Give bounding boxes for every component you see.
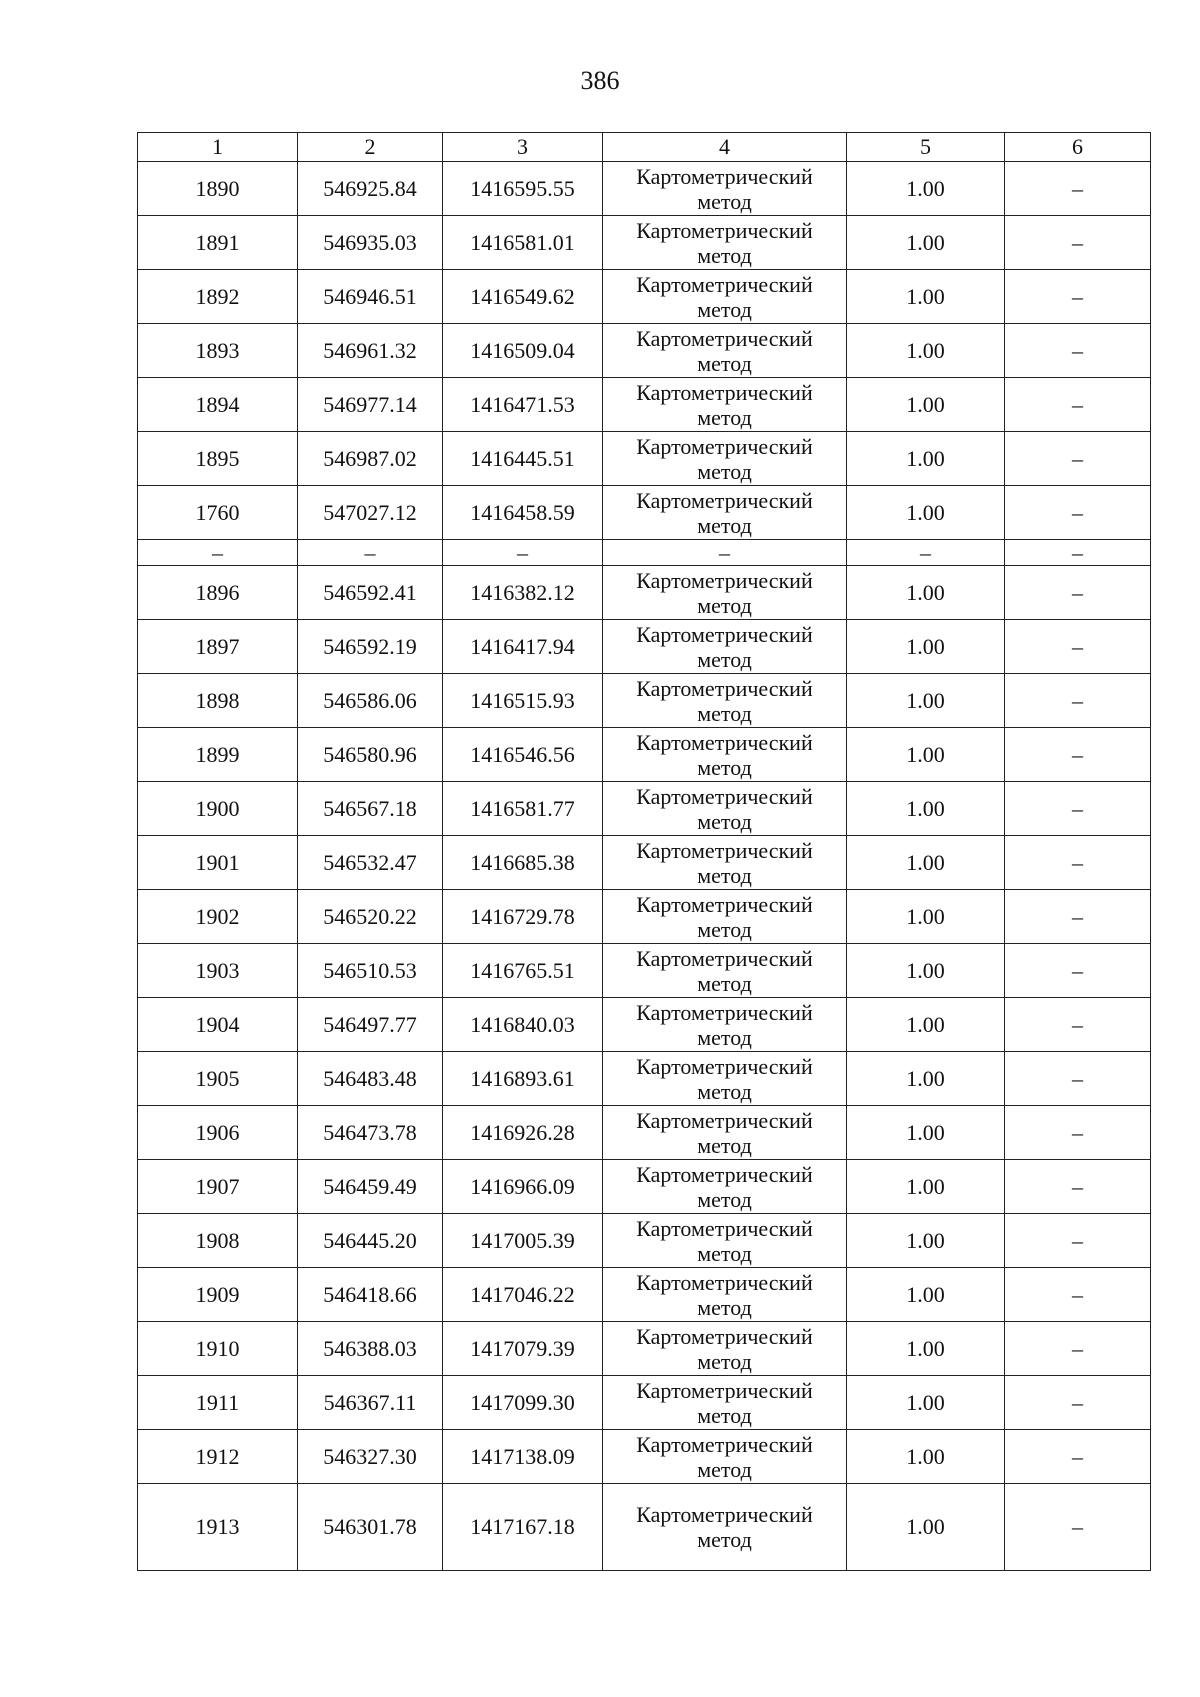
accuracy-cell: 1.00 <box>847 620 1005 674</box>
method-text-line: метод <box>697 862 752 888</box>
y-coordinate-cell: 1417099.30 <box>443 1376 603 1430</box>
x-coordinate-cell: 546301.78 <box>298 1484 443 1571</box>
method-cell <box>603 270 847 324</box>
y-coordinate-cell: 1417167.18 <box>443 1484 603 1571</box>
method-cell <box>603 836 847 890</box>
note-cell: – <box>1005 728 1151 782</box>
method-text-line: метод <box>697 242 752 268</box>
table-row <box>138 620 1151 674</box>
point-number-cell: 1909 <box>138 1268 298 1322</box>
accuracy-cell: 1.00 <box>847 944 1005 998</box>
point-number-cell: 1911 <box>138 1376 298 1430</box>
note-cell: – <box>1005 1160 1151 1214</box>
note-cell: – <box>1005 1268 1151 1322</box>
table-row <box>138 1106 1151 1160</box>
point-number-cell: 1905 <box>138 1052 298 1106</box>
x-coordinate-cell: 546497.77 <box>298 998 443 1052</box>
point-number-cell: 1760 <box>138 486 298 540</box>
method-cell <box>603 728 847 782</box>
table-row <box>138 1484 1151 1571</box>
separator-row <box>138 540 1151 566</box>
method-text-line: Картометрический <box>636 675 813 701</box>
point-number-cell: 1907 <box>138 1160 298 1214</box>
column-header: 3 <box>443 133 603 162</box>
note-cell: – <box>1005 836 1151 890</box>
y-coordinate-cell: 1416595.55 <box>443 162 603 216</box>
method-cell <box>603 1268 847 1322</box>
method-cell <box>603 782 847 836</box>
table-row <box>138 674 1151 728</box>
accuracy-cell: 1.00 <box>847 1322 1005 1376</box>
method-text-line: Картометрический <box>636 999 813 1025</box>
y-coordinate-cell: 1417046.22 <box>443 1268 603 1322</box>
accuracy-cell: 1.00 <box>847 1376 1005 1430</box>
y-coordinate-cell: – <box>443 540 603 566</box>
method-cell <box>603 1376 847 1430</box>
method-text-line: Картометрический <box>636 1215 813 1241</box>
point-number-cell: 1895 <box>138 432 298 486</box>
table-row <box>138 270 1151 324</box>
x-coordinate-cell: 546592.41 <box>298 566 443 620</box>
page-number: 386 <box>580 66 620 95</box>
accuracy-cell: 1.00 <box>847 1214 1005 1268</box>
method-cell <box>603 1322 847 1376</box>
y-coordinate-cell: 1416685.38 <box>443 836 603 890</box>
method-text-line: Картометрический <box>636 945 813 971</box>
method-cell <box>603 1052 847 1106</box>
point-number-cell: 1901 <box>138 836 298 890</box>
point-number-cell: 1893 <box>138 324 298 378</box>
coordinates-table <box>137 132 1151 1571</box>
method-text-line: метод <box>697 754 752 780</box>
point-number-cell: 1897 <box>138 620 298 674</box>
table-row <box>138 890 1151 944</box>
method-text-line: Картометрический <box>636 433 813 459</box>
accuracy-cell: 1.00 <box>847 324 1005 378</box>
accuracy-cell: 1.00 <box>847 1430 1005 1484</box>
x-coordinate-cell: 546987.02 <box>298 432 443 486</box>
method-text-line: метод <box>697 1240 752 1266</box>
method-text-line: Картометрический <box>636 1502 813 1527</box>
method-cell <box>603 1214 847 1268</box>
method-text-line: Картометрический <box>636 729 813 755</box>
method-text-line: метод <box>697 916 752 942</box>
note-cell: – <box>1005 1430 1151 1484</box>
column-header: 6 <box>1005 133 1151 162</box>
table-row <box>138 378 1151 432</box>
column-header: 4 <box>603 133 847 162</box>
point-number-cell: 1891 <box>138 216 298 270</box>
note-cell: – <box>1005 1106 1151 1160</box>
note-cell: – <box>1005 1484 1151 1571</box>
method-text-line: Картометрический <box>636 1107 813 1133</box>
column-header: 1 <box>138 133 298 162</box>
y-coordinate-cell: 1416549.62 <box>443 270 603 324</box>
point-number-cell: 1903 <box>138 944 298 998</box>
point-number-cell: – <box>138 540 298 566</box>
method-cell <box>603 324 847 378</box>
x-coordinate-cell: 546483.48 <box>298 1052 443 1106</box>
point-number-cell: 1896 <box>138 566 298 620</box>
table-row <box>138 728 1151 782</box>
method-text-line: метод <box>697 592 752 618</box>
note-cell: – <box>1005 944 1151 998</box>
table-row <box>138 998 1151 1052</box>
table-row <box>138 1430 1151 1484</box>
point-number-cell: 1894 <box>138 378 298 432</box>
y-coordinate-cell: 1417138.09 <box>443 1430 603 1484</box>
table-row <box>138 566 1151 620</box>
method-text-line: Картометрический <box>636 1269 813 1295</box>
table-row <box>138 324 1151 378</box>
method-text-line: метод <box>697 1456 752 1482</box>
x-coordinate-cell: 546946.51 <box>298 270 443 324</box>
table-row <box>138 1052 1151 1106</box>
method-text-line: метод <box>697 1294 752 1320</box>
method-text-line: метод <box>697 512 752 538</box>
y-coordinate-cell: 1417005.39 <box>443 1214 603 1268</box>
method-text-line: метод <box>697 1348 752 1374</box>
note-cell: – <box>1005 890 1151 944</box>
note-cell: – <box>1005 1322 1151 1376</box>
x-coordinate-cell: 546580.96 <box>298 728 443 782</box>
table-row <box>138 1268 1151 1322</box>
method-text-line: метод <box>697 970 752 996</box>
x-coordinate-cell: 546592.19 <box>298 620 443 674</box>
accuracy-cell: 1.00 <box>847 1484 1005 1571</box>
method-text-line: Картометрический <box>636 1053 813 1079</box>
method-text-line: Картометрический <box>636 891 813 917</box>
accuracy-cell: 1.00 <box>847 216 1005 270</box>
accuracy-cell: 1.00 <box>847 378 1005 432</box>
note-cell: – <box>1005 782 1151 836</box>
note-cell: – <box>1005 162 1151 216</box>
x-coordinate-cell: 546459.49 <box>298 1160 443 1214</box>
accuracy-cell: 1.00 <box>847 1160 1005 1214</box>
x-coordinate-cell: – <box>298 540 443 566</box>
method-cell: – <box>603 540 847 566</box>
accuracy-cell: 1.00 <box>847 1106 1005 1160</box>
y-coordinate-cell: 1416966.09 <box>443 1160 603 1214</box>
y-coordinate-cell: 1416546.56 <box>443 728 603 782</box>
table-row <box>138 216 1151 270</box>
method-cell <box>603 566 847 620</box>
accuracy-cell: 1.00 <box>847 270 1005 324</box>
x-coordinate-cell: 546567.18 <box>298 782 443 836</box>
accuracy-cell: 1.00 <box>847 566 1005 620</box>
method-cell <box>603 1106 847 1160</box>
note-cell: – <box>1005 674 1151 728</box>
accuracy-cell: 1.00 <box>847 674 1005 728</box>
table-row <box>138 1376 1151 1430</box>
note-cell: – <box>1005 1052 1151 1106</box>
point-number-cell: 1906 <box>138 1106 298 1160</box>
note-cell: – <box>1005 540 1151 566</box>
method-text-line: Картометрический <box>636 217 813 243</box>
x-coordinate-cell: 546532.47 <box>298 836 443 890</box>
method-cell <box>603 944 847 998</box>
method-cell <box>603 1430 847 1484</box>
x-coordinate-cell: 546961.32 <box>298 324 443 378</box>
x-coordinate-cell: 546977.14 <box>298 378 443 432</box>
y-coordinate-cell: 1416471.53 <box>443 378 603 432</box>
y-coordinate-cell: 1416581.77 <box>443 782 603 836</box>
table-row <box>138 1322 1151 1376</box>
column-header: 5 <box>847 133 1005 162</box>
method-text-line: Картометрический <box>636 1323 813 1349</box>
method-text-line: Картометрический <box>636 379 813 405</box>
method-cell <box>603 674 847 728</box>
x-coordinate-cell: 546520.22 <box>298 890 443 944</box>
accuracy-cell: 1.00 <box>847 782 1005 836</box>
table-row <box>138 162 1151 216</box>
point-number-cell: 1902 <box>138 890 298 944</box>
method-text-line: Картометрический <box>636 1377 813 1403</box>
method-cell <box>603 1484 847 1571</box>
accuracy-cell: 1.00 <box>847 162 1005 216</box>
accuracy-cell: – <box>847 540 1005 566</box>
column-header: 2 <box>298 133 443 162</box>
accuracy-cell: 1.00 <box>847 836 1005 890</box>
y-coordinate-cell: 1416765.51 <box>443 944 603 998</box>
x-coordinate-cell: 546925.84 <box>298 162 443 216</box>
method-text-line: Картометрический <box>636 783 813 809</box>
x-coordinate-cell: 546935.03 <box>298 216 443 270</box>
accuracy-cell: 1.00 <box>847 998 1005 1052</box>
note-cell: – <box>1005 566 1151 620</box>
x-coordinate-cell: 546367.11 <box>298 1376 443 1430</box>
method-text-line: метод <box>697 1186 752 1212</box>
table-header-row <box>138 133 1151 162</box>
method-text-line: Картометрический <box>636 487 813 513</box>
point-number-cell: 1892 <box>138 270 298 324</box>
point-number-cell: 1912 <box>138 1430 298 1484</box>
point-number-cell: 1908 <box>138 1214 298 1268</box>
y-coordinate-cell: 1416840.03 <box>443 998 603 1052</box>
x-coordinate-cell: 546473.78 <box>298 1106 443 1160</box>
method-text-line: метод <box>697 1527 752 1552</box>
point-number-cell: 1913 <box>138 1484 298 1571</box>
method-text-line: метод <box>697 1132 752 1158</box>
y-coordinate-cell: 1416893.61 <box>443 1052 603 1106</box>
method-text-line: Картометрический <box>636 621 813 647</box>
y-coordinate-cell: 1416515.93 <box>443 674 603 728</box>
y-coordinate-cell: 1416445.51 <box>443 432 603 486</box>
method-text-line: метод <box>697 1024 752 1050</box>
method-text-line: метод <box>697 404 752 430</box>
note-cell: – <box>1005 324 1151 378</box>
method-text-line: метод <box>697 1078 752 1104</box>
note-cell: – <box>1005 432 1151 486</box>
accuracy-cell: 1.00 <box>847 486 1005 540</box>
y-coordinate-cell: 1416729.78 <box>443 890 603 944</box>
method-text-line: метод <box>697 700 752 726</box>
method-cell <box>603 620 847 674</box>
method-text-line: метод <box>697 458 752 484</box>
note-cell: – <box>1005 1214 1151 1268</box>
table-row <box>138 1214 1151 1268</box>
table-row <box>138 782 1151 836</box>
method-text-line: метод <box>697 646 752 672</box>
accuracy-cell: 1.00 <box>847 1052 1005 1106</box>
note-cell: – <box>1005 998 1151 1052</box>
method-cell <box>603 162 847 216</box>
method-text-line: метод <box>697 188 752 214</box>
accuracy-cell: 1.00 <box>847 432 1005 486</box>
note-cell: – <box>1005 1376 1151 1430</box>
method-cell <box>603 432 847 486</box>
method-cell <box>603 1160 847 1214</box>
method-cell <box>603 486 847 540</box>
method-text-line: метод <box>697 350 752 376</box>
y-coordinate-cell: 1417079.39 <box>443 1322 603 1376</box>
method-text-line: Картометрический <box>636 163 813 189</box>
note-cell: – <box>1005 620 1151 674</box>
y-coordinate-cell: 1416458.59 <box>443 486 603 540</box>
accuracy-cell: 1.00 <box>847 890 1005 944</box>
x-coordinate-cell: 546510.53 <box>298 944 443 998</box>
y-coordinate-cell: 1416509.04 <box>443 324 603 378</box>
method-text-line: Картометрический <box>636 1161 813 1187</box>
accuracy-cell: 1.00 <box>847 1268 1005 1322</box>
point-number-cell: 1899 <box>138 728 298 782</box>
x-coordinate-cell: 546418.66 <box>298 1268 443 1322</box>
note-cell: – <box>1005 486 1151 540</box>
x-coordinate-cell: 546586.06 <box>298 674 443 728</box>
table-row <box>138 944 1151 998</box>
point-number-cell: 1910 <box>138 1322 298 1376</box>
method-cell <box>603 216 847 270</box>
method-text-line: Картометрический <box>636 271 813 297</box>
point-number-cell: 1890 <box>138 162 298 216</box>
y-coordinate-cell: 1416417.94 <box>443 620 603 674</box>
method-cell <box>603 998 847 1052</box>
point-number-cell: 1904 <box>138 998 298 1052</box>
method-text-line: метод <box>697 296 752 322</box>
method-cell <box>603 890 847 944</box>
x-coordinate-cell: 547027.12 <box>298 486 443 540</box>
note-cell: – <box>1005 378 1151 432</box>
table-row <box>138 836 1151 890</box>
y-coordinate-cell: 1416926.28 <box>443 1106 603 1160</box>
table-row <box>138 1160 1151 1214</box>
table-row <box>138 432 1151 486</box>
method-text-line: метод <box>697 808 752 834</box>
point-number-cell: 1900 <box>138 782 298 836</box>
x-coordinate-cell: 546327.30 <box>298 1430 443 1484</box>
x-coordinate-cell: 546445.20 <box>298 1214 443 1268</box>
y-coordinate-cell: 1416581.01 <box>443 216 603 270</box>
method-text-line: Картометрический <box>636 837 813 863</box>
accuracy-cell: 1.00 <box>847 728 1005 782</box>
note-cell: – <box>1005 216 1151 270</box>
method-text-line: Картометрический <box>636 567 813 593</box>
table-row <box>138 486 1151 540</box>
method-text-line: Картометрический <box>636 325 813 351</box>
point-number-cell: 1898 <box>138 674 298 728</box>
x-coordinate-cell: 546388.03 <box>298 1322 443 1376</box>
method-text-line: метод <box>697 1402 752 1428</box>
method-cell <box>603 378 847 432</box>
y-coordinate-cell: 1416382.12 <box>443 566 603 620</box>
method-text-line: Картометрический <box>636 1431 813 1457</box>
note-cell: – <box>1005 270 1151 324</box>
